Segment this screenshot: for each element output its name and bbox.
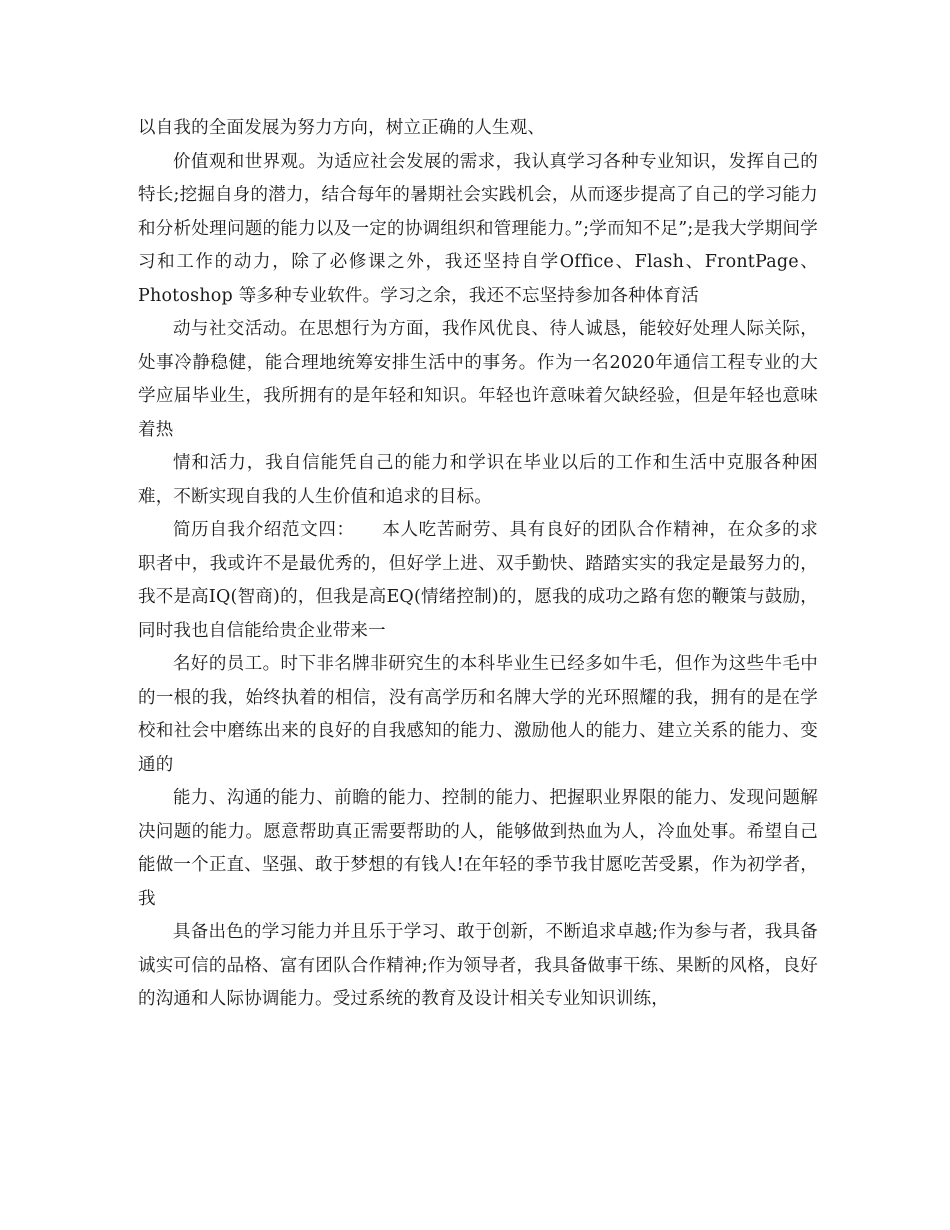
paragraph-4: 情和活力，我自信能凭自己的能力和学识在毕业以后的工作和生活中克服各种困难，不断实现自我的人生价值和追求的目标。 (138, 453, 818, 507)
paragraph-2: 价值观和世界观。为适应社会发展的需求，我认真学习各种专业知识，发挥自己的特长;挖掘自身的潜力，结合每年的暑期社会实践机会，从而逐步提高了自己的学习能力和分析处理问题的能力以及一定的协调组织和管理能力。”;学而知不足”;是我大学期间学习和工作的动力，除了必修课之外，我还坚持自学Office、Flash、FrontPage、Photoshop 等多种专业软件。学习之余，我还不忘坚持参加各种体育活 (138, 151, 818, 306)
paragraph-6: 名好的员工。时下非名牌非研究生的本科毕业生已经多如牛毛，但作为这些牛毛中的一根的我，始终执着的相信，没有高学历和名牌大学的光环照耀的我，拥有的是在学校和社会中磨练出来的良好的自我感知的能力、激励他人的能力、建立关系的能力、变通的 (138, 654, 818, 775)
paragraph-8: 具备出色的学习能力并且乐于学习、敢于创新，不断追求卓越;作为参与者，我具备诚实可信的品格、富有团队合作精神;作为领导者，我具备做事干练、果断的风格，良好的沟通和人际协调能力。受过系统的教育及设计相关专业知识训练， (138, 922, 818, 1009)
paragraph-5: 简历自我介绍范文四： 本人吃苦耐劳、具有良好的团队合作精神，在众多的求职者中，我或许不是最优秀的，但好学上进、双手勤快、踏踏实实的我定是最努力的，我不是高IQ(智商)的，但我是高EQ(情绪控制)的，愿我的成功之路有您的鞭策与鼓励，同时我也自信能给贵企业带来一 (138, 520, 818, 641)
paragraph-7: 能力、沟通的能力、前瞻的能力、控制的能力、把握职业界限的能力、发现问题解决问题的能力。愿意帮助真正需要帮助的人，能够做到热血为人，冷血处事。希望自己能做一个正直、坚强、敢于梦想的有钱人!在年轻的季节我甘愿吃苦受累，作为初学者，我 (138, 788, 818, 909)
document-body (138, 112, 818, 1017)
paragraph-3: 动与社交活动。在思想行为方面，我作风优良、待人诚恳，能较好处理人际关际，处事冷静稳健，能合理地统筹安排生活中的事务。作为一名2020年通信工程专业的大学应届毕业生，我所拥有的是年轻和知识。年轻也许意味着欠缺经验，但是年轻也意味着热 (138, 319, 818, 440)
paragraph-1: 以自我的全面发展为努力方向，树立正确的人生观、 (138, 118, 546, 138)
